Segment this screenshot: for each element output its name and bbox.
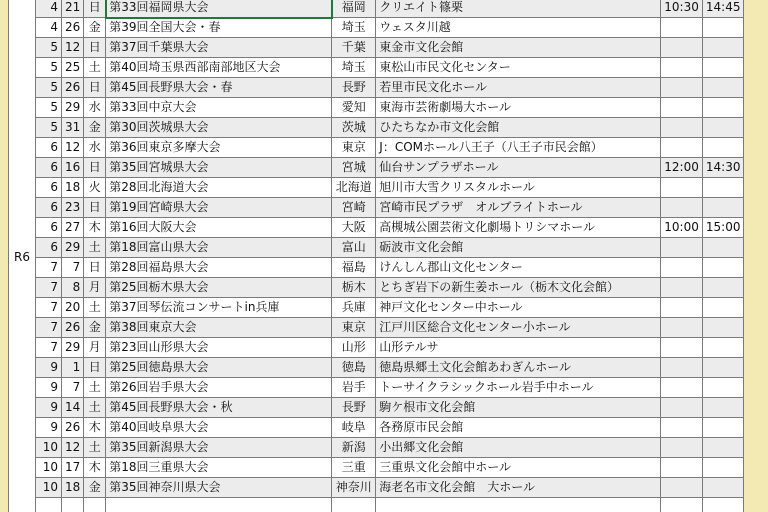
venue-cell[interactable]: 徳島県郷土文化会館あわぎんホール [376, 358, 661, 378]
table-row [9, 78, 744, 98]
day-cell[interactable]: 29 [62, 338, 84, 358]
prefecture-cell[interactable]: 福島 [332, 258, 376, 278]
month-cell[interactable]: 7 [36, 318, 62, 338]
event-name-cell[interactable]: 第37回千葉県大会 [106, 38, 332, 58]
day-cell[interactable]: 27 [62, 218, 84, 238]
month-cell[interactable]: 9 [36, 358, 62, 378]
weekday-cell[interactable]: 土 [84, 238, 106, 258]
month-cell[interactable]: 9 [36, 418, 62, 438]
start-time-cell[interactable] [661, 258, 703, 278]
month-cell[interactable]: 6 [36, 138, 62, 158]
event-name-cell[interactable]: 第33回福岡県大会 [106, 0, 332, 18]
start-time-cell[interactable] [661, 338, 703, 358]
day-cell[interactable]: 12 [62, 138, 84, 158]
event-schedule-table [8, 0, 744, 512]
weekday-cell[interactable] [84, 498, 106, 512]
start-time-cell[interactable] [661, 398, 703, 418]
weekday-cell[interactable]: 水 [84, 98, 106, 118]
weekday-cell[interactable]: 金 [84, 18, 106, 38]
event-name-cell[interactable]: 第35回新潟県大会 [106, 438, 332, 458]
end-time-cell[interactable] [702, 298, 744, 318]
table-row [9, 198, 744, 218]
table-row [9, 458, 744, 478]
month-cell[interactable]: 5 [36, 98, 62, 118]
end-time-cell[interactable] [702, 318, 744, 338]
start-time-cell[interactable]: 10:00 [661, 218, 703, 238]
start-time-cell[interactable] [661, 58, 703, 78]
prefecture-cell[interactable]: 長野 [332, 78, 376, 98]
month-cell[interactable]: 7 [36, 258, 62, 278]
event-name-cell[interactable]: 第39回全国大会・春 [106, 18, 332, 38]
venue-cell[interactable]: 旭川市大雪クリスタルホール [376, 178, 661, 198]
start-time-cell[interactable] [661, 18, 703, 38]
table-row [9, 218, 744, 238]
day-cell[interactable] [62, 498, 84, 512]
end-time-cell[interactable] [702, 98, 744, 118]
event-name-cell[interactable] [106, 498, 332, 512]
start-time-cell[interactable] [661, 198, 703, 218]
table-row [9, 58, 744, 78]
weekday-cell[interactable]: 日 [84, 158, 106, 178]
table-row [9, 258, 744, 278]
table-row [9, 418, 744, 438]
day-cell[interactable]: 7 [62, 258, 84, 278]
venue-cell[interactable]: 海老名市文化会館 大ホール [376, 478, 661, 498]
start-time-cell[interactable] [661, 178, 703, 198]
end-time-cell[interactable] [702, 118, 744, 138]
table-row [9, 158, 744, 178]
prefecture-cell[interactable] [332, 498, 376, 512]
event-name-cell[interactable]: 第25回徳島県大会 [106, 358, 332, 378]
weekday-cell[interactable]: 木 [84, 418, 106, 438]
month-cell[interactable]: 6 [36, 198, 62, 218]
event-name-cell[interactable]: 第45回長野県大会・秋 [106, 398, 332, 418]
venue-cell[interactable]: 各務原市民会館 [376, 418, 661, 438]
weekday-cell[interactable]: 金 [84, 318, 106, 338]
prefecture-cell[interactable]: 兵庫 [332, 298, 376, 318]
day-cell[interactable]: 8 [62, 278, 84, 298]
event-name-cell[interactable]: 第33回中京大会 [106, 98, 332, 118]
venue-cell[interactable]: 若里市民文化ホール [376, 78, 661, 98]
month-cell[interactable]: 5 [36, 38, 62, 58]
prefecture-cell[interactable]: 茨城 [332, 118, 376, 138]
end-time-cell[interactable] [702, 358, 744, 378]
table-row [9, 118, 744, 138]
prefecture-cell[interactable]: 神奈川 [332, 478, 376, 498]
weekday-cell[interactable]: 金 [84, 478, 106, 498]
month-cell[interactable]: 5 [36, 118, 62, 138]
weekday-cell[interactable]: 金 [84, 118, 106, 138]
prefecture-cell[interactable]: 東京 [332, 138, 376, 158]
month-cell[interactable]: 4 [36, 0, 62, 18]
day-cell[interactable]: 7 [62, 378, 84, 398]
table-row [9, 298, 744, 318]
table-row [9, 378, 744, 398]
venue-cell[interactable]: ひたちなか市文化会館 [376, 118, 661, 138]
prefecture-cell[interactable]: 栃木 [332, 278, 376, 298]
month-cell[interactable]: 7 [36, 338, 62, 358]
day-cell[interactable]: 1 [62, 358, 84, 378]
venue-cell[interactable]: 砺波市文化会館 [376, 238, 661, 258]
day-cell[interactable]: 29 [62, 98, 84, 118]
event-name-cell[interactable]: 第35回宮城県大会 [106, 158, 332, 178]
month-cell[interactable]: 5 [36, 78, 62, 98]
end-time-cell[interactable] [702, 258, 744, 278]
event-name-cell[interactable]: 第18回富山県大会 [106, 238, 332, 258]
event-name-cell[interactable]: 第25回栃木県大会 [106, 278, 332, 298]
month-cell[interactable]: 4 [36, 18, 62, 38]
prefecture-cell[interactable]: 福岡 [332, 0, 376, 18]
start-time-cell[interactable] [661, 38, 703, 58]
end-time-cell[interactable] [702, 498, 744, 512]
event-name-cell[interactable]: 第35回神奈川県大会 [106, 478, 332, 498]
end-time-cell[interactable] [702, 178, 744, 198]
prefecture-cell[interactable]: 山形 [332, 338, 376, 358]
day-cell[interactable]: 26 [62, 318, 84, 338]
start-time-cell[interactable]: 12:00 [661, 158, 703, 178]
venue-cell[interactable]: J：COMホール八王子（八王子市民会館） [376, 138, 661, 158]
venue-cell[interactable]: 神戸文化センター中ホール [376, 298, 661, 318]
start-time-cell[interactable]: 10:30 [661, 0, 703, 18]
weekday-cell[interactable]: 火 [84, 178, 106, 198]
end-time-cell[interactable] [702, 398, 744, 418]
venue-cell[interactable] [376, 498, 661, 512]
weekday-cell[interactable]: 月 [84, 278, 106, 298]
weekday-cell[interactable]: 土 [84, 378, 106, 398]
venue-cell[interactable]: 江戸川区総合文化センター小ホール [376, 318, 661, 338]
table-row [9, 318, 744, 338]
weekday-cell[interactable]: 木 [84, 458, 106, 478]
end-time-cell[interactable] [702, 458, 744, 478]
day-cell[interactable]: 12 [62, 38, 84, 58]
prefecture-cell[interactable]: 東京 [332, 318, 376, 338]
day-cell[interactable]: 16 [62, 158, 84, 178]
table-row [9, 478, 744, 498]
event-name-cell[interactable]: 第19回宮崎県大会 [106, 198, 332, 218]
start-time-cell[interactable] [661, 98, 703, 118]
weekday-cell[interactable]: 日 [84, 358, 106, 378]
end-time-cell[interactable] [702, 138, 744, 158]
table-row [9, 358, 744, 378]
weekday-cell[interactable]: 土 [84, 58, 106, 78]
weekday-cell[interactable]: 土 [84, 438, 106, 458]
day-cell[interactable]: 23 [62, 198, 84, 218]
weekday-cell[interactable]: 月 [84, 338, 106, 358]
end-time-cell[interactable]: 14:30 [702, 158, 744, 178]
end-time-cell[interactable] [702, 278, 744, 298]
end-time-cell[interactable]: 14:45 [702, 0, 744, 18]
month-cell[interactable]: 6 [36, 218, 62, 238]
day-cell[interactable]: 18 [62, 178, 84, 198]
venue-cell[interactable]: けんしん郡山文化センター [376, 258, 661, 278]
event-name-cell[interactable]: 第28回福島県大会 [106, 258, 332, 278]
venue-cell[interactable]: クリエイト篠栗 [376, 0, 661, 18]
prefecture-cell[interactable]: 長野 [332, 398, 376, 418]
end-time-cell[interactable] [702, 338, 744, 358]
venue-cell[interactable]: 三重県文化会館中ホール [376, 458, 661, 478]
prefecture-cell[interactable]: 埼玉 [332, 58, 376, 78]
start-time-cell[interactable] [661, 238, 703, 258]
month-cell[interactable]: 6 [36, 178, 62, 198]
venue-cell[interactable]: 小出郷文化会館 [376, 438, 661, 458]
table-row [9, 398, 744, 418]
prefecture-cell[interactable]: 愛知 [332, 98, 376, 118]
end-time-cell[interactable] [702, 38, 744, 58]
day-cell[interactable]: 26 [62, 18, 84, 38]
start-time-cell[interactable] [661, 78, 703, 98]
prefecture-cell[interactable]: 岩手 [332, 378, 376, 398]
table-row [9, 138, 744, 158]
table-row [9, 98, 744, 118]
end-time-cell[interactable] [702, 198, 744, 218]
month-cell[interactable] [36, 498, 62, 512]
month-cell[interactable]: 9 [36, 398, 62, 418]
month-cell[interactable]: 6 [36, 238, 62, 258]
venue-cell[interactable]: トーサイクラシックホール岩手中ホール [376, 378, 661, 398]
prefecture-cell[interactable]: 宮崎 [332, 198, 376, 218]
day-cell[interactable]: 25 [62, 58, 84, 78]
event-name-cell[interactable]: 第36回東京多摩大会 [106, 138, 332, 158]
prefecture-cell[interactable]: 新潟 [332, 438, 376, 458]
weekday-cell[interactable]: 日 [84, 38, 106, 58]
month-cell[interactable]: 9 [36, 378, 62, 398]
month-cell[interactable]: 7 [36, 278, 62, 298]
month-cell[interactable]: 5 [36, 58, 62, 78]
day-cell[interactable]: 31 [62, 118, 84, 138]
weekday-cell[interactable]: 木 [84, 218, 106, 238]
day-cell[interactable]: 14 [62, 398, 84, 418]
weekday-cell[interactable]: 日 [84, 78, 106, 98]
end-time-cell[interactable] [702, 58, 744, 78]
prefecture-cell[interactable]: 埼玉 [332, 18, 376, 38]
end-time-cell[interactable] [702, 438, 744, 458]
venue-cell[interactable]: 東松山市民文化センター [376, 58, 661, 78]
weekday-cell[interactable]: 土 [84, 298, 106, 318]
start-time-cell[interactable] [661, 458, 703, 478]
day-cell[interactable]: 29 [62, 238, 84, 258]
month-cell[interactable]: 6 [36, 158, 62, 178]
event-name-cell[interactable]: 第23回山形県大会 [106, 338, 332, 358]
start-time-cell[interactable] [661, 318, 703, 338]
day-cell[interactable]: 12 [62, 438, 84, 458]
end-time-cell[interactable] [702, 418, 744, 438]
event-name-cell[interactable]: 第40回岐阜県大会 [106, 418, 332, 438]
weekday-cell[interactable]: 日 [84, 258, 106, 278]
venue-cell[interactable]: ウェスタ川越 [376, 18, 661, 38]
table-row [9, 238, 744, 258]
month-cell[interactable]: 10 [36, 438, 62, 458]
venue-cell[interactable]: 東金市文化会館 [376, 38, 661, 58]
weekday-cell[interactable]: 水 [84, 138, 106, 158]
day-cell[interactable]: 18 [62, 478, 84, 498]
table-row [9, 0, 744, 18]
end-time-cell[interactable] [702, 238, 744, 258]
end-time-cell[interactable] [702, 478, 744, 498]
end-time-cell[interactable] [702, 18, 744, 38]
event-name-cell[interactable]: 第26回岩手県大会 [106, 378, 332, 398]
event-name-cell[interactable]: 第16回大阪大会 [106, 218, 332, 238]
event-name-cell[interactable]: 第38回東京大会 [106, 318, 332, 338]
venue-cell[interactable]: 仙台サンプラザホール [376, 158, 661, 178]
venue-cell[interactable]: とちぎ岩下の新生姜ホール（栃木文化会館） [376, 278, 661, 298]
end-time-cell[interactable] [702, 378, 744, 398]
month-cell[interactable]: 7 [36, 298, 62, 318]
prefecture-cell[interactable]: 北海道 [332, 178, 376, 198]
table-row [9, 178, 744, 198]
day-cell[interactable]: 21 [62, 0, 84, 18]
event-name-cell[interactable]: 第30回茨城県大会 [106, 118, 332, 138]
start-time-cell[interactable] [661, 418, 703, 438]
venue-cell[interactable]: 駒ケ根市文化会館 [376, 398, 661, 418]
day-cell[interactable]: 17 [62, 458, 84, 478]
table-row [9, 38, 744, 58]
table-row [9, 338, 744, 358]
day-cell[interactable]: 20 [62, 298, 84, 318]
prefecture-cell[interactable]: 岐阜 [332, 418, 376, 438]
start-time-cell[interactable] [661, 298, 703, 318]
start-time-cell[interactable] [661, 358, 703, 378]
prefecture-cell[interactable]: 大阪 [332, 218, 376, 238]
end-time-cell[interactable]: 15:00 [702, 218, 744, 238]
table-row [9, 498, 744, 512]
era-cell[interactable]: R6 [9, 0, 36, 512]
table-row [9, 18, 744, 38]
prefecture-cell[interactable]: 徳島 [332, 358, 376, 378]
prefecture-cell[interactable]: 千葉 [332, 38, 376, 58]
prefecture-cell[interactable]: 富山 [332, 238, 376, 258]
start-time-cell[interactable] [661, 118, 703, 138]
table-row [9, 278, 744, 298]
start-time-cell[interactable] [661, 278, 703, 298]
start-time-cell[interactable] [661, 138, 703, 158]
start-time-cell[interactable] [661, 478, 703, 498]
event-name-cell[interactable]: 第28回北海道大会 [106, 178, 332, 198]
prefecture-cell[interactable]: 宮城 [332, 158, 376, 178]
event-name-cell[interactable]: 第40回埼玉県西部南部地区大会 [106, 58, 332, 78]
weekday-cell[interactable]: 土 [84, 398, 106, 418]
venue-cell[interactable]: 東海市芸術劇場大ホール [376, 98, 661, 118]
month-cell[interactable]: 10 [36, 478, 62, 498]
table-row [9, 438, 744, 458]
event-name-cell[interactable]: 第18回三重県大会 [106, 458, 332, 478]
table-body [9, 0, 744, 512]
start-time-cell[interactable] [661, 438, 703, 458]
start-time-cell[interactable] [661, 378, 703, 398]
event-name-cell[interactable]: 第37回琴伝流コンサートin兵庫 [106, 298, 332, 318]
venue-cell[interactable]: 宮崎市民プラザ オルブライトホール [376, 198, 661, 218]
prefecture-cell[interactable]: 三重 [332, 458, 376, 478]
start-time-cell[interactable] [661, 498, 703, 512]
venue-cell[interactable]: 山形テルサ [376, 338, 661, 358]
end-time-cell[interactable] [702, 78, 744, 98]
month-cell[interactable]: 10 [36, 458, 62, 478]
weekday-cell[interactable]: 日 [84, 0, 106, 18]
venue-cell[interactable]: 高槻城公園芸術文化劇場トリシマホール [376, 218, 661, 238]
day-cell[interactable]: 26 [62, 418, 84, 438]
weekday-cell[interactable]: 日 [84, 198, 106, 218]
event-name-cell[interactable]: 第45回長野県大会・春 [106, 78, 332, 98]
day-cell[interactable]: 26 [62, 78, 84, 98]
